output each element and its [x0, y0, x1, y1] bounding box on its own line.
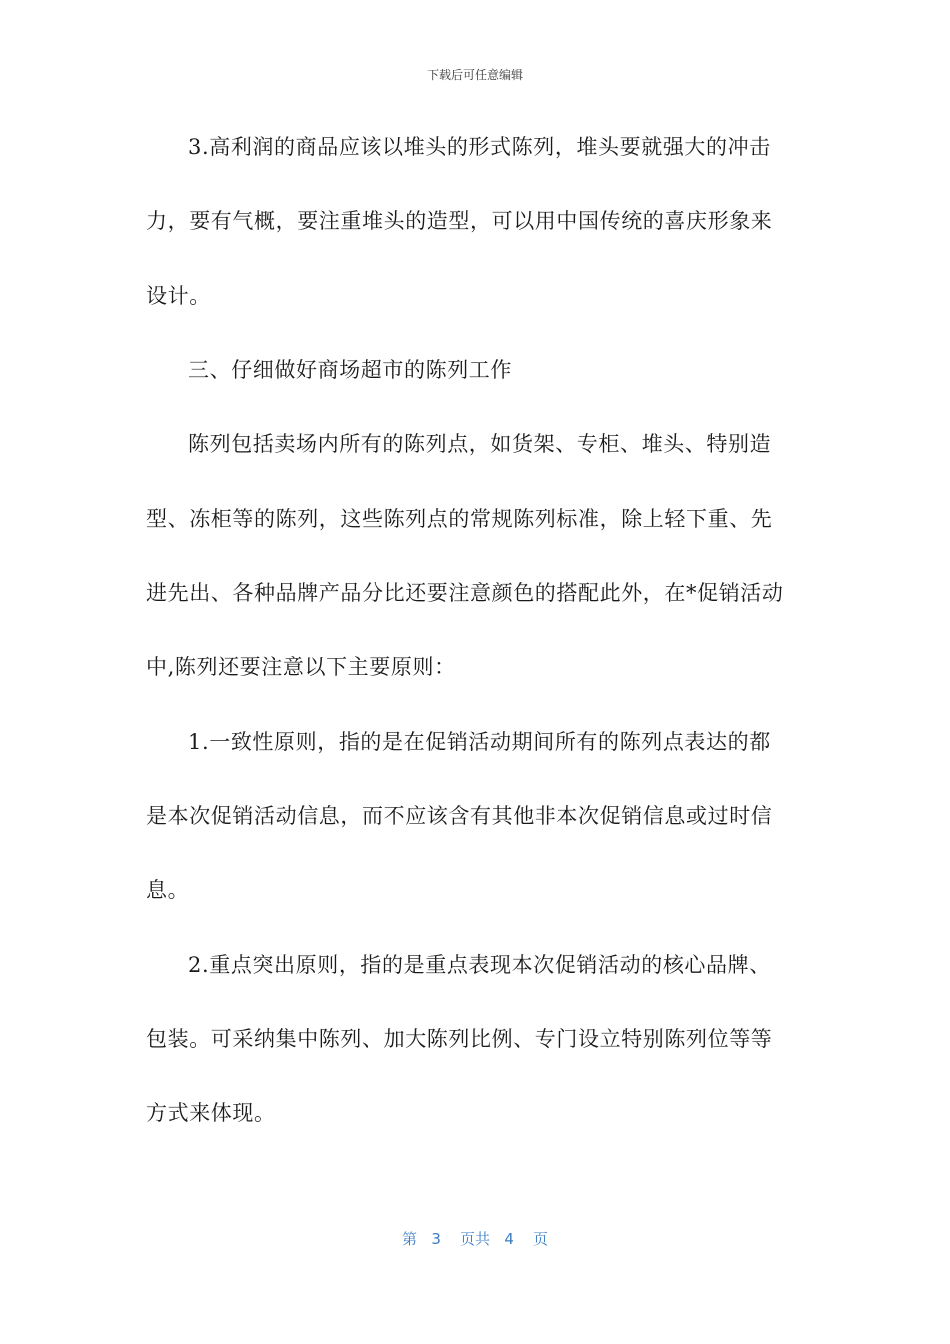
footer-middle: 页共 [459, 1230, 490, 1248]
paragraph-line: 陈列包括卖场内所有的陈列点，如货架、专柜、堆头、特别造 [188, 432, 772, 456]
paragraph-line: 2.重点突出原则，指的是重点表现本次促销活动的核心品牌、 [188, 953, 771, 977]
page-footer [0, 1228, 950, 1249]
paragraph-line: 1.一致性原则，指的是在促销活动期间所有的陈列点表达的都 [188, 730, 771, 754]
paragraph-line: 包装。可采纳集中陈列、加大陈列比例、专门设立特别陈列位等等 [146, 1027, 773, 1051]
paragraph-line: 是本次促销活动信息，而不应该含有其他非本次促销信息或过时信 [146, 804, 773, 828]
total-pages-number: 4 [504, 1230, 514, 1248]
page-header: 下载后可任意编辑 [426, 68, 523, 82]
paragraph-line: 进先出、各种品牌产品分比还要注意颜色的搭配此外，在*促销活动 [146, 581, 784, 605]
paragraph-line: 设计。 [146, 284, 211, 308]
paragraph-line: 息。 [146, 878, 190, 902]
footer-suffix: 页 [532, 1230, 548, 1248]
paragraph-line: 型、冻柜等的陈列，这些陈列点的常规陈列标准，除上轻下重、先 [146, 507, 773, 531]
paragraph-line: 力，要有气概，要注重堆头的造型，可以用中国传统的喜庆形象来 [146, 209, 773, 233]
paragraph-line: 中,陈列还要注意以下主要原则： [146, 655, 456, 679]
footer-prefix: 第 [402, 1230, 418, 1248]
section-heading: 三、仔细做好商场超市的陈列工作 [188, 358, 512, 382]
paragraph-line: 3.高利润的商品应该以堆头的形式陈列，堆头要就强大的冲击 [188, 135, 771, 159]
current-page-number: 3 [431, 1230, 441, 1248]
paragraph-line: 方式来体现。 [146, 1101, 276, 1125]
